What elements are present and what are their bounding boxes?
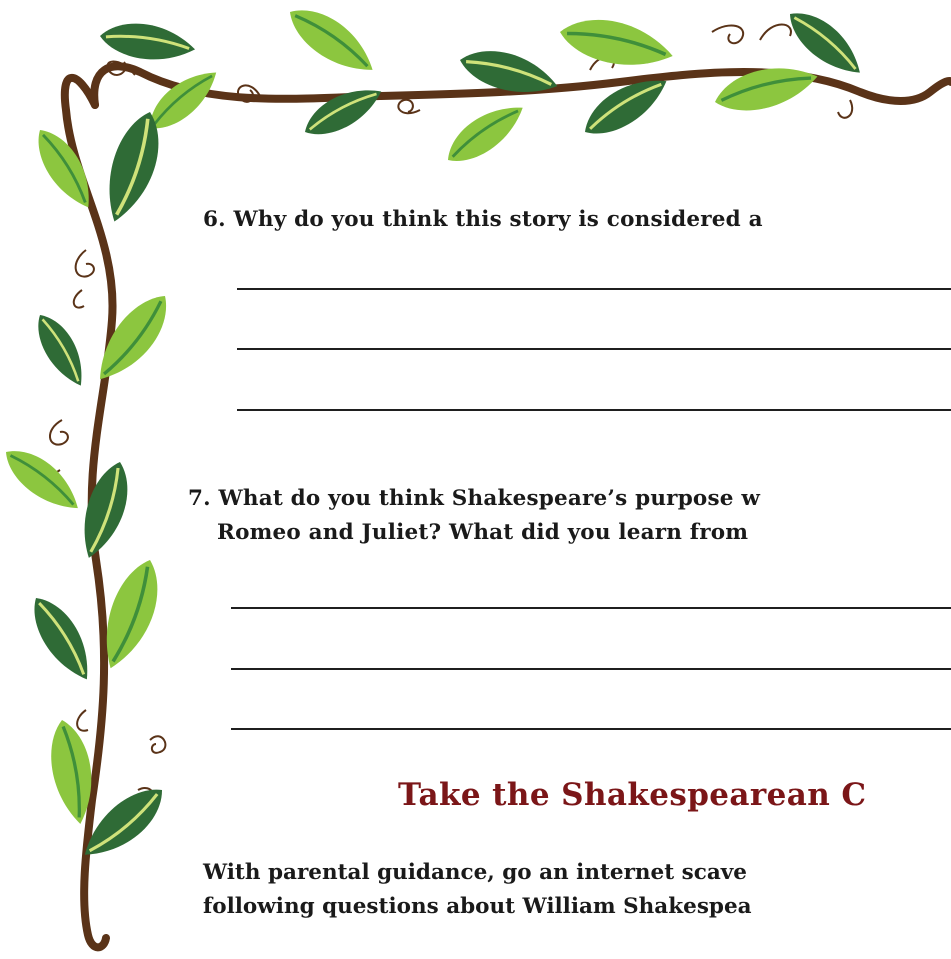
instructions-paragraph [203, 856, 752, 924]
answer-line [231, 668, 951, 670]
question-6: 6. Why do you think this story is considered a [203, 207, 763, 232]
answer-line [231, 728, 951, 730]
answer-line [231, 607, 951, 609]
section-heading: Take the Shakespearean C [398, 777, 867, 813]
instructions-line-2: following questions about William Shakespea [203, 894, 752, 919]
answer-line [237, 288, 951, 290]
question-7 [188, 482, 760, 550]
question-7-line-1: 7. What do you think Shakespeare’s purpose w [188, 486, 761, 511]
instructions-line-1: With parental guidance, go an internet scave [203, 860, 747, 885]
answer-line [237, 348, 951, 350]
answer-line [237, 409, 951, 411]
question-7-line-2: Romeo and Juliet? What did you learn from [217, 520, 749, 545]
